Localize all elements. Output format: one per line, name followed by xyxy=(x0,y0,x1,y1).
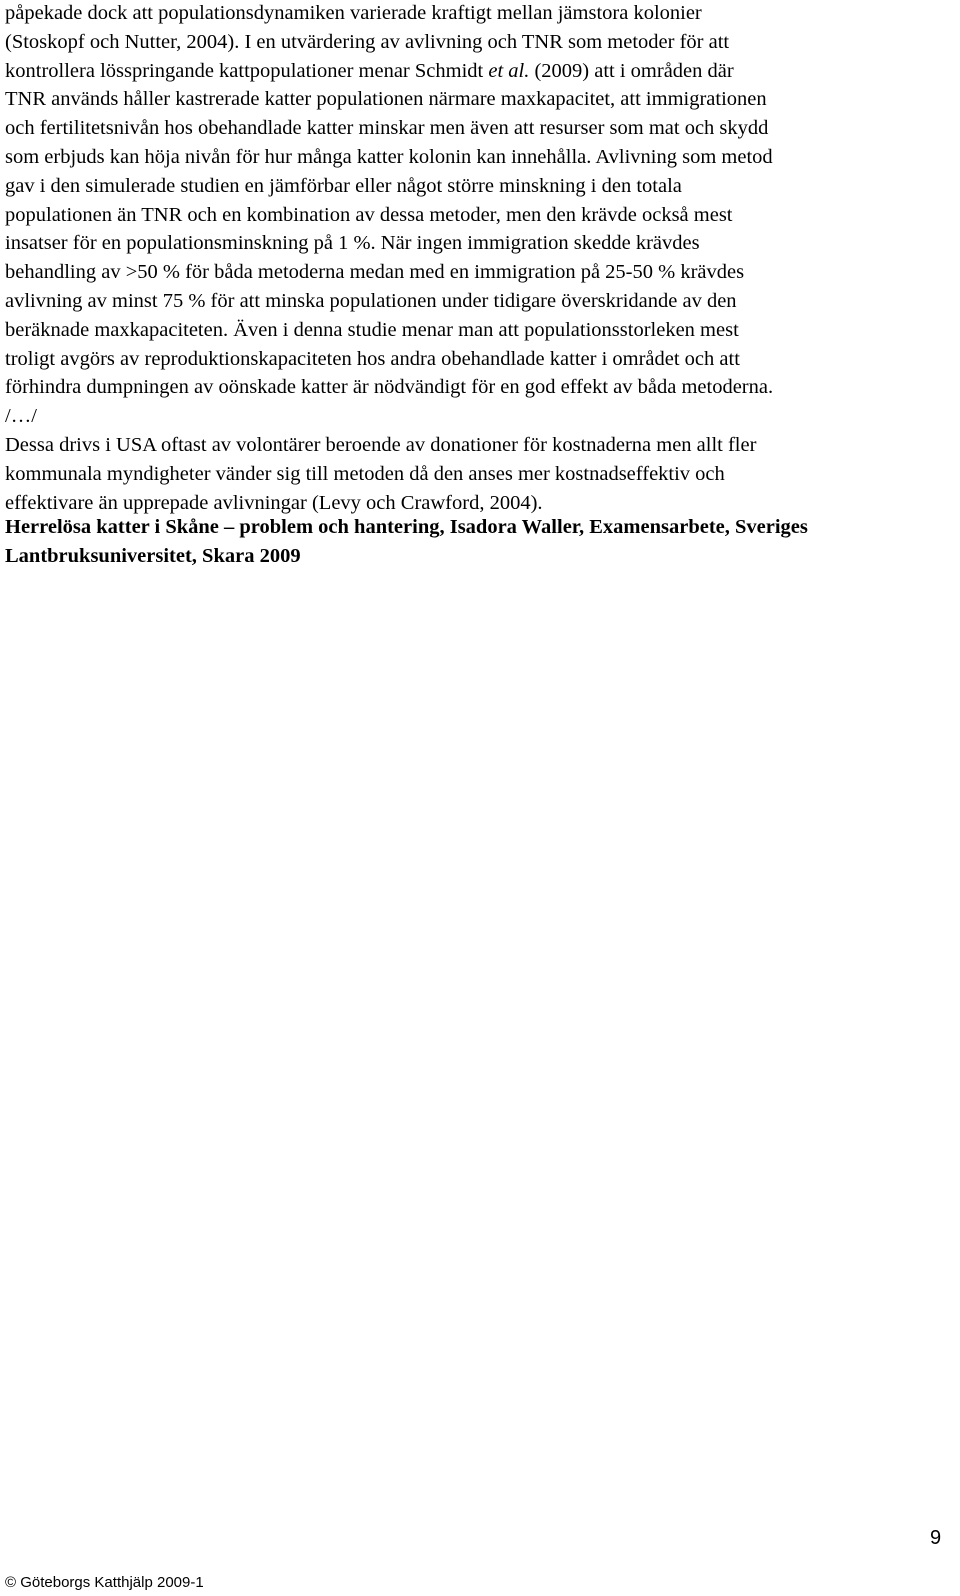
text-line-10: behandling av >50 % för båda metoderna medan med en immigration på 25-50 % krävdes xyxy=(5,261,745,284)
text-line-13: troligt avgörs av reproduktionskapaciteten hos andra obehandlade katter i området och att xyxy=(5,347,740,370)
text-line-7: gav i den simulerade studien en jämförbar eller något större minskning i den totala xyxy=(5,174,682,197)
text-line-6: som erbjuds kan höja nivån för hur många katter kolonin kan innehålla. Avlivning som metod xyxy=(5,145,773,168)
text-line-3-start: kontrollera lösspringande kattpopulationer menar Schmidt xyxy=(5,59,489,82)
source-citation xyxy=(5,513,945,571)
text-line-3-end: (2009) att i områden där xyxy=(529,59,734,82)
text-line-4: TNR används håller kastrerade katter populationen närmare maxkapacitet, att immigrationen xyxy=(5,88,767,111)
source-line-1: Herrelösa katter i Skåne – problem och hantering, Isadora Waller, Examensarbete, Sveriges xyxy=(5,516,808,538)
source-line-2: Lantbruksuniversitet, Skara 2009 xyxy=(5,544,301,567)
text-line-16: kommunala myndigheter vänder sig till metoden då den anses mer kostnadseffektiv och xyxy=(5,462,725,485)
et-al-italic: et al. xyxy=(488,59,530,82)
text-line-9: insatser för en populationsminskning på 1 %. När ingen immigration skedde krävdes xyxy=(5,232,700,255)
page-number: 9 xyxy=(930,1527,942,1549)
text-line-12: beräknade maxkapaciteten. Även i denna studie menar man att populationsstorleken mest xyxy=(5,318,739,341)
text-line-17: effektivare än upprepade avlivningar (Levy och Crawford, 2004). xyxy=(5,491,543,514)
text-line-3 xyxy=(5,57,945,86)
text-line-2: (Stoskopf och Nutter, 2004). I en utvärdering av avlivning och TNR som metoder för att xyxy=(5,30,730,53)
body-paragraph xyxy=(5,0,945,517)
text-line-8: populationen än TNR och en kombination av dessa metoder, men den krävde också mest xyxy=(5,203,733,226)
text-line-14: förhindra dumpningen av oönskade katter är nödvändigt för en god effekt av båda metoderna. xyxy=(5,376,774,399)
text-line-15: Dessa drivs i USA oftast av volontärer beroende av donationer för kostnaderna men allt fler xyxy=(5,433,757,456)
text-line-1: påpekade dock att populationsdynamiken varierade kraftigt mellan jämstora kolonier xyxy=(5,2,702,24)
text-line-11: avlivning av minst 75 % för att minska populationen under tidigare överskridande av den xyxy=(5,289,737,312)
ellipsis-line: /…/ xyxy=(5,405,37,428)
footer-copyright: © Göteborgs Katthjälp 2009-1 xyxy=(5,1574,204,1591)
text-line-5: och fertilitetsnivån hos obehandlade katter minskar men även att resurser som mat och skydd xyxy=(5,117,769,140)
